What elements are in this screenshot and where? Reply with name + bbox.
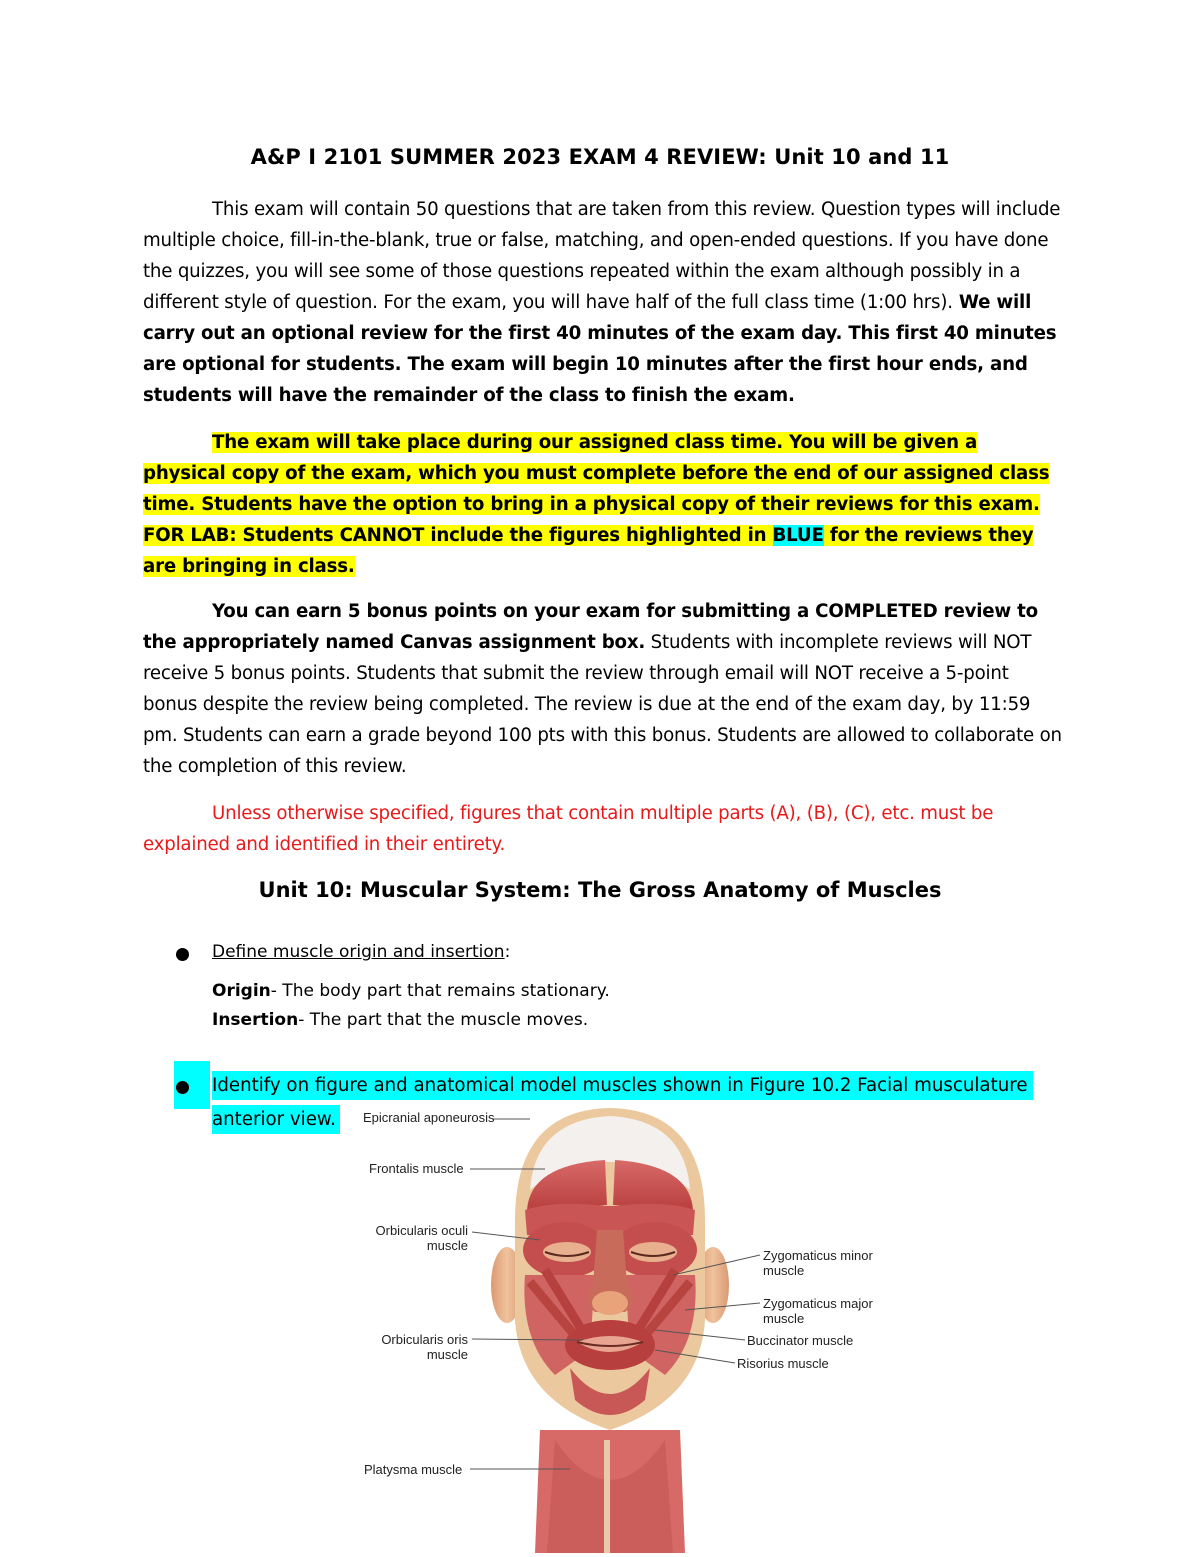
bonus-paragraph: [143, 596, 1063, 782]
warning-paragraph: [143, 798, 1063, 860]
origin-line: [212, 979, 610, 1003]
notice-blue-word: BLUE: [772, 525, 824, 546]
insertion-line: [212, 1008, 588, 1032]
label-epicranial-aponeurosis: Epicranial aponeurosis: [363, 1110, 495, 1125]
bullet-icon: [176, 1081, 189, 1094]
intro-bold-text: We will carry out an optional review for the first 40 minutes of the exam day. This first 40 minutes are optional for students. The exam will begin 10 minutes after the first hour ends, and students will have the remainder of the class to finish the exam.: [143, 292, 1057, 406]
identify-line-2: anterior view.: [212, 1108, 340, 1132]
label-platysma-muscle: Platysma muscle: [364, 1462, 463, 1477]
define-label: Define muscle origin and insertion: [212, 942, 505, 962]
define-colon: :: [504, 942, 511, 962]
define-item: [212, 940, 510, 964]
insertion-text: - The part that the muscle moves.: [298, 1010, 589, 1030]
label-risorius-muscle: Risorius muscle: [737, 1356, 829, 1371]
bullet-icon: [176, 948, 189, 961]
origin-label: Origin: [212, 981, 271, 1001]
notice-text-2: for the reviews they are bringing in class.: [143, 525, 1034, 577]
label-orbicularis-oculi: Orbicularis oculi muscle: [375, 1223, 468, 1253]
document-title: A&P I 2101 SUMMER 2023 EXAM 4 REVIEW: Unit 10 and 11: [250, 145, 950, 169]
intro-paragraph: [143, 194, 1063, 411]
notice-paragraph: [143, 427, 1063, 582]
facial-musculature-figure: [355, 1100, 900, 1553]
label-zygomaticus-major: Zygomaticus major muscle: [763, 1296, 873, 1326]
label-orbicularis-oris: Orbicularis oris muscle: [381, 1332, 468, 1362]
bonus-plain-text: Students with incomplete reviews will NOT receive 5 bonus points. Students that submit the review through email will NOT receive a 5-point bonus despite the review being completed. The review is due at the end of the exam day, by 11:59 pm. Students can earn a grade beyond 100 pts with this bonus. Students are allowed to collaborate on the completion of this review.: [143, 632, 1062, 777]
label-zygomaticus-minor: Zygomaticus minor muscle: [763, 1248, 873, 1278]
origin-text: - The body part that remains stationary.: [270, 981, 610, 1001]
label-frontalis-muscle: Frontalis muscle: [369, 1161, 464, 1176]
insertion-label: Insertion: [212, 1010, 299, 1030]
bonus-bold-text: You can earn 5 bonus points on your exam for submitting a COMPLETED review to the appropriately named Canvas assignment box.: [143, 601, 1038, 653]
unit-heading: Unit 10: Muscular System: The Gross Anatomy of Muscles: [258, 878, 942, 902]
label-buccinator-muscle: Buccinator muscle: [747, 1333, 854, 1348]
intro-plain-text: This exam will contain 50 questions that are taken from this review. Question types will include multiple choice, fill-in-the-blank, true or false, matching, and open-ended questions. If you have done the quizzes, you will see some of those questions repeated within the exam although possibly in a different style of question. For the exam, you will have half of the full class time (1:00 hrs).: [143, 199, 1061, 313]
identify-line-1: Identify on figure and anatomical model muscles shown in Figure 10.2 Facial musculature: [212, 1074, 1033, 1098]
notice-text-1: The exam will take place during our assigned class time. You will be given a physical copy of the exam, which you must complete before the end of our assigned class time. Students have the option to bring in a physical copy of their reviews for this exam. FOR LAB: Students CANNOT include the figures highlighted in: [143, 432, 1050, 546]
warning-text: Unless otherwise specified, figures that contain multiple parts (A), (B), (C), etc. must be explained and identified in their entirety.: [143, 803, 994, 855]
